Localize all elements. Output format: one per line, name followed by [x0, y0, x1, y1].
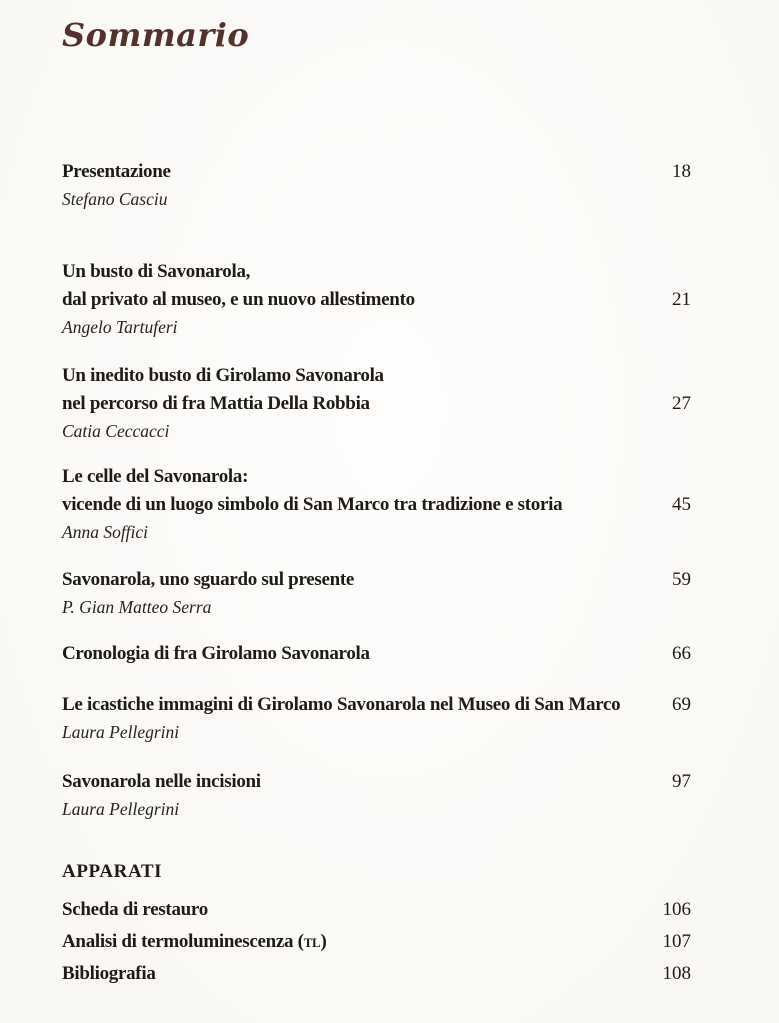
- toc-entry-analisi-termoluminescenza: [62, 928, 691, 956]
- entry-title: Un busto di Savonarola,: [62, 261, 251, 282]
- page-number: 97: [672, 771, 691, 792]
- toc-entry-line: [62, 566, 691, 594]
- entry-title: Savonarola, uno sguardo sul presente: [62, 569, 355, 590]
- page-number: 18: [672, 161, 691, 182]
- page-number: 107: [662, 931, 691, 952]
- entry-author: Laura Pellegrini: [62, 799, 180, 819]
- toc-entry-cronologia: [62, 640, 691, 668]
- entry-title: Presentazione: [62, 161, 171, 182]
- entry-title: nel percorso di fra Mattia Della Robbia: [62, 393, 370, 414]
- toc-entry-line: [62, 463, 691, 491]
- toc-entry-uno-sguardo: [62, 566, 691, 620]
- page-number: 21: [672, 289, 691, 310]
- section-heading-apparati: APPARATI: [62, 861, 163, 882]
- entry-title: Scheda di restauro: [62, 899, 208, 920]
- toc-entry-bibliografia: [62, 960, 691, 988]
- toc-entry-line: [62, 158, 691, 186]
- page-number: 27: [672, 393, 691, 414]
- page-number: 108: [662, 963, 691, 984]
- page-title: Sommario: [62, 16, 250, 54]
- entry-author: Anna Soffici: [62, 522, 149, 542]
- entry-author: Stefano Casciu: [62, 189, 168, 209]
- toc-entry-line: [62, 768, 691, 796]
- toc-entry-line: [62, 691, 691, 719]
- toc-entry-scheda-di-restauro: [62, 896, 691, 924]
- entry-title: Le icastiche immagini di Girolamo Savonarola nel Museo di San Marco: [62, 694, 621, 715]
- toc-entry-le-celle: [62, 463, 691, 545]
- entry-title: Bibliografia: [62, 963, 156, 984]
- page-number: 66: [672, 643, 691, 664]
- entry-author: Laura Pellegrini: [62, 722, 180, 742]
- toc-entry-line: [62, 286, 691, 314]
- toc-entry-line: [62, 390, 691, 418]
- toc-entry-le-icastiche: [62, 691, 691, 745]
- toc-entry-line: [62, 896, 691, 924]
- toc-entry-line: [62, 258, 691, 286]
- entry-title-smallcaps: tl: [303, 931, 321, 952]
- page-number: 69: [672, 694, 691, 715]
- entry-title-text: ): [320, 931, 327, 952]
- toc-entry-presentazione: [62, 158, 691, 212]
- toc-entry-line: [62, 491, 691, 519]
- toc-entry-nelle-incisioni: [62, 768, 691, 822]
- entry-title: vicende di un luogo simbolo di San Marco tra tradizione e storia: [62, 494, 563, 515]
- page-number: 59: [672, 569, 691, 590]
- toc-entry-line: [62, 362, 691, 390]
- toc-entry-line: [62, 640, 691, 668]
- entry-author: Catia Ceccacci: [62, 421, 170, 441]
- toc-entry-line: [62, 960, 691, 988]
- entry-author: P. Gian Matteo Serra: [62, 597, 212, 617]
- toc-entry-line: [62, 928, 691, 956]
- entry-title: dal privato al museo, e un nuovo allestimento: [62, 289, 415, 310]
- page-number: 106: [662, 899, 691, 920]
- entry-title: Un inedito busto di Girolamo Savonarola: [62, 365, 384, 386]
- toc-entry-un-inedito-busto: [62, 362, 691, 444]
- page-number: 45: [672, 494, 691, 515]
- entry-title: [62, 928, 326, 956]
- entry-title-text: Analisi di termoluminescenza (: [62, 931, 304, 952]
- entry-title: Le celle del Savonarola:: [62, 466, 249, 487]
- entry-title: Savonarola nelle incisioni: [62, 771, 261, 792]
- entry-title: Cronologia di fra Girolamo Savonarola: [62, 643, 370, 664]
- toc-entry-un-busto: [62, 258, 691, 340]
- entry-author: Angelo Tartuferi: [62, 317, 178, 337]
